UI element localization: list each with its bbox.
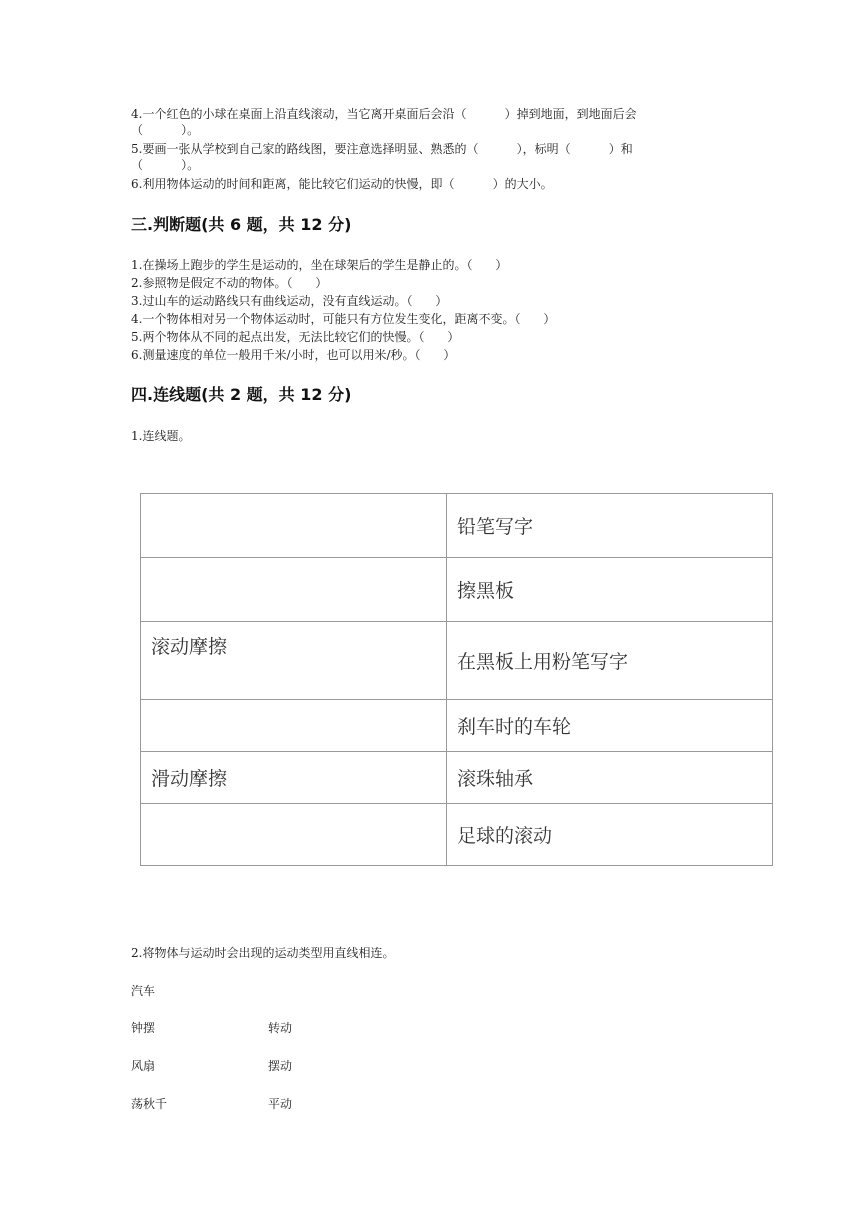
- question-5-line-2: （ ）。: [131, 158, 200, 172]
- motion-type-item: 转动: [268, 1021, 293, 1035]
- question-5-line-1: 5.要画一张从学校到自己家的路线图，要注意选择明显、熟悉的（ ），标明（ ）和: [131, 142, 633, 156]
- left-cell: [141, 700, 447, 752]
- object-item: 汽车: [131, 984, 156, 998]
- question-4-line-1: 4.一个红色的小球在桌面上沿直线滚动，当它离开桌面后会沿（ ）掉到地面，到地面后会: [131, 107, 637, 121]
- left-cell: [141, 494, 447, 558]
- right-cell: 滚珠轴承: [447, 752, 773, 804]
- friction-match-table: [140, 493, 773, 866]
- match-question-2-prompt: 2.将物体与运动时会出现的运动类型用直线相连。: [131, 946, 395, 960]
- table-row: [141, 752, 773, 804]
- right-cell: 擦黑板: [447, 558, 773, 622]
- judge-item-5: 5.两个物体从不同的起点出发，无法比较它们的快慢。（ ）: [131, 330, 460, 344]
- question-6: 6.利用物体运动的时间和距离，能比较它们运动的快慢，即（ ）的大小。: [131, 177, 553, 191]
- table-row: [141, 558, 773, 622]
- right-cell: 铅笔写字: [447, 494, 773, 558]
- question-4-line-2: （ ）。: [131, 123, 200, 137]
- left-cell: [141, 804, 447, 866]
- left-cell: [141, 558, 447, 622]
- match-question-1-prompt: 1.连线题。: [131, 429, 191, 443]
- judge-item-4: 4.一个物体相对另一个物体运动时，可能只有方位发生变化，距离不变。（ ）: [131, 312, 556, 326]
- table-row: [141, 622, 773, 700]
- section-4-title: 四.连线题(共 2 题，共 12 分): [131, 385, 352, 404]
- motion-type-item: 摆动: [268, 1059, 293, 1073]
- right-cell: 在黑板上用粉笔写字: [447, 622, 773, 700]
- judge-item-1: 1.在操场上跑步的学生是运动的，坐在球架后的学生是静止的。（ ）: [131, 258, 508, 272]
- object-item: 钟摆: [131, 1021, 156, 1035]
- section-3-title: 三.判断题(共 6 题，共 12 分): [131, 215, 352, 234]
- left-cell: 滚动摩擦: [141, 622, 447, 700]
- object-item: 风扇: [131, 1059, 156, 1073]
- table-row: [141, 700, 773, 752]
- judge-item-3: 3.过山车的运动路线只有曲线运动，没有直线运动。（ ）: [131, 294, 448, 308]
- table-row: [141, 494, 773, 558]
- left-cell: 滑动摩擦: [141, 752, 447, 804]
- judge-item-6: 6.测量速度的单位一般用千米/小时，也可以用米/秒。（ ）: [131, 348, 456, 362]
- right-cell: 刹车时的车轮: [447, 700, 773, 752]
- table-row: [141, 804, 773, 866]
- object-item: 荡秋千: [131, 1097, 168, 1111]
- motion-type-item: 平动: [268, 1097, 293, 1111]
- judge-item-2: 2.参照物是假定不动的物体。（ ）: [131, 276, 328, 290]
- right-cell: 足球的滚动: [447, 804, 773, 866]
